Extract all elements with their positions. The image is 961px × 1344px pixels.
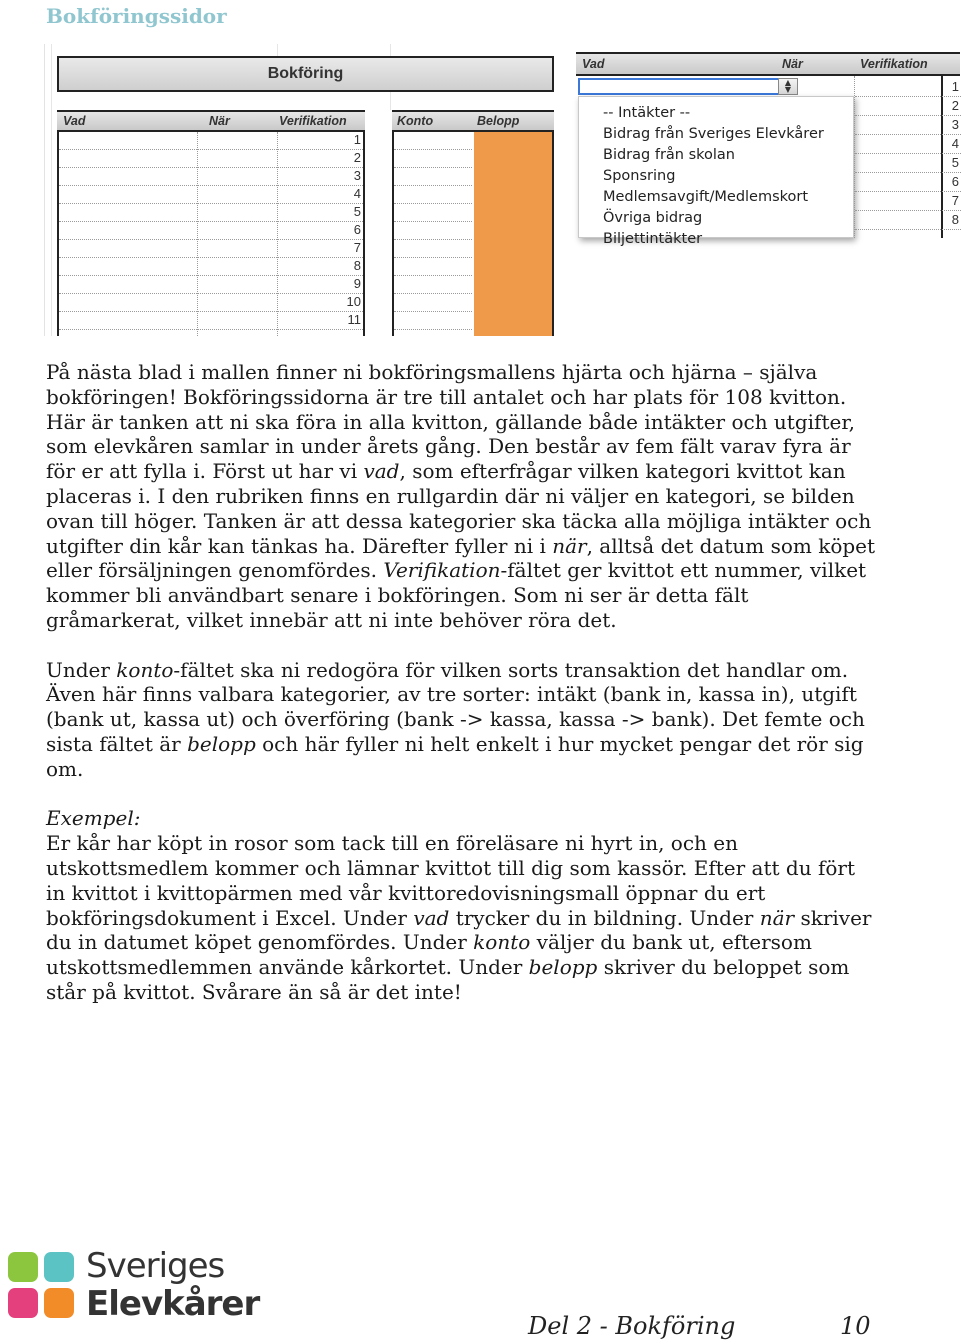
- term-vad: vad: [363, 459, 400, 484]
- right-entry-grid: [854, 76, 961, 238]
- vad-dropdown-screenshot: [572, 44, 960, 247]
- header-row-right: [392, 110, 554, 132]
- combo-arrow-icon[interactable]: ▲ ▼: [778, 78, 798, 95]
- bokforing-sheet-screenshot: [44, 44, 563, 336]
- term-verifikation: Verifikation: [383, 558, 501, 583]
- term-belopp: belopp: [187, 731, 256, 756]
- row-number: 9: [353, 276, 361, 291]
- header-row-left: [57, 110, 365, 132]
- sveriges-elevkarer-logo: [6, 1246, 260, 1330]
- col-header-belopp: Belopp: [477, 114, 520, 128]
- logo-square-teal: [44, 1252, 74, 1282]
- vad-dropdown-list[interactable]: [578, 96, 854, 247]
- dropdown-option[interactable]: Biljettintäkter: [603, 231, 703, 247]
- paragraph-example: Er kår har köpt in rosor som tack till en föreläsare ni hyrt in, och en utskottsmedlem kommer och lämnar kvittot till dig som kassör. Efter att du fört in kvittot i kvittopärmen med vår kvittoredovisningsmall öppnar du ert bokföringsdokument i Excel. Under vad trycker du in bildning. Under när skriver du in datumet köpet genomfördes. Under konto väljer du bank ut, eftersom utskottsmedlemmen använde kårkortet. Under belopp skriver du beloppet som står på kvittot. Svårare än så är det inte!: [46, 831, 872, 1004]
- logo-square-green: [8, 1252, 38, 1282]
- col-header-verifikation: Verifikation: [279, 114, 347, 128]
- row-number: 1: [353, 132, 361, 147]
- term-konto: konto: [116, 657, 174, 682]
- entry-grid-left: [57, 132, 365, 336]
- dropdown-option[interactable]: Sponsring: [603, 168, 676, 184]
- example-label: Exempel:: [46, 806, 141, 831]
- row-number: 2: [353, 150, 361, 165]
- term-nar: när: [552, 533, 587, 558]
- row-number: 3: [353, 168, 361, 183]
- dropdown-option[interactable]: -- Intäkter --: [603, 105, 691, 121]
- col-header-konto: Konto: [397, 114, 434, 128]
- paragraph-intro: På nästa blad i mallen finner ni bokföringsmallens hjärta och hjärna – själva bokföringen! Bokföringssidorna är tre till antalet och har plats för 108 kvitton. Här är tanken att ni ska föra in alla kvitton, gällande både intäkter och utgifter, som elevkåren samlar in under årets gång. Den består av fem fält varav fyra är för er att fylla i. Först ut har vi vad, som efterfrågar vilken kategori kvittot kan placeras i. I den rubriken finns en rullgardin där ni väljer en kategori, se bilden ovan till höger. Tanken är att dessa kategorier ska täcka alla möjliga intäkter och utgifter din kår kan tänkas ha. Därefter fyller ni i när, alltså det datum som köpet eller försäljningen genomfördes. Verifikation-fältet ger kvittot ett nummer, vilket kommer bli användbart senare i bokföringen. Som ni ser är detta fält gråmarkerat, vilket innebär att ni inte behöver röra det.: [46, 360, 876, 632]
- logo-square-orange: [44, 1288, 74, 1318]
- row-number: 1: [951, 79, 959, 94]
- logo-text-line1: Sveriges: [86, 1246, 225, 1286]
- dropdown-option[interactable]: Övriga bidrag: [603, 210, 703, 226]
- row-number: 3: [951, 117, 959, 132]
- row-number: 5: [951, 155, 959, 170]
- row-number: 10: [346, 294, 361, 309]
- col-header-vad: Vad: [63, 114, 86, 128]
- gridline: [277, 44, 278, 56]
- body-text: [46, 360, 876, 1030]
- row-number: 6: [951, 174, 959, 189]
- dropdown-option[interactable]: Bidrag från skolan: [603, 147, 736, 163]
- row-number: 8: [951, 212, 959, 227]
- col-header-nar: När: [209, 114, 230, 128]
- row-number: 2: [951, 98, 959, 113]
- dropdown-option[interactable]: Medlemsavgift/Medlemskort: [603, 189, 809, 205]
- row-number: 4: [353, 186, 361, 201]
- logo-square-pink: [8, 1288, 38, 1318]
- row-number: 4: [951, 136, 959, 151]
- row-number: 7: [353, 240, 361, 255]
- belopp-column-fill: [474, 132, 552, 336]
- row-number: 11: [347, 312, 361, 327]
- sheet-title: Bokföring: [57, 56, 554, 92]
- row-number: 6: [353, 222, 361, 237]
- header-row: [576, 52, 960, 76]
- logo-text-line2: Elevkårer: [86, 1284, 260, 1324]
- row-number: 8: [353, 258, 361, 273]
- page-heading: Bokföringssidor: [46, 4, 227, 28]
- page-number: 10: [840, 1312, 871, 1340]
- paragraph-konto: Under konto-fältet ska ni redogöra för vilken sorts transaktion det handlar om. Även här finns valbara kategorier, av tre sorter: intäkt (bank in, kassa in), utgift (bank ut, kassa ut) och överföring (bank -> kassa, kassa -> bank). Det femte och sista fältet är belopp och här fyller ni helt enkelt i hur mycket pengar det rör sig om.: [46, 657, 865, 781]
- footer-section: Del 2 - Bokföring: [528, 1312, 736, 1340]
- col-header-vad: Vad: [582, 57, 605, 71]
- gridline: [51, 44, 52, 336]
- col-header-nar: När: [782, 57, 803, 71]
- col-header-verifikation: Verifikation: [860, 57, 928, 71]
- vad-combo-input[interactable]: [578, 78, 798, 95]
- row-number: 7: [951, 193, 959, 208]
- row-number: 5: [353, 204, 361, 219]
- dropdown-option[interactable]: Bidrag från Sveriges Elevkårer: [603, 126, 824, 142]
